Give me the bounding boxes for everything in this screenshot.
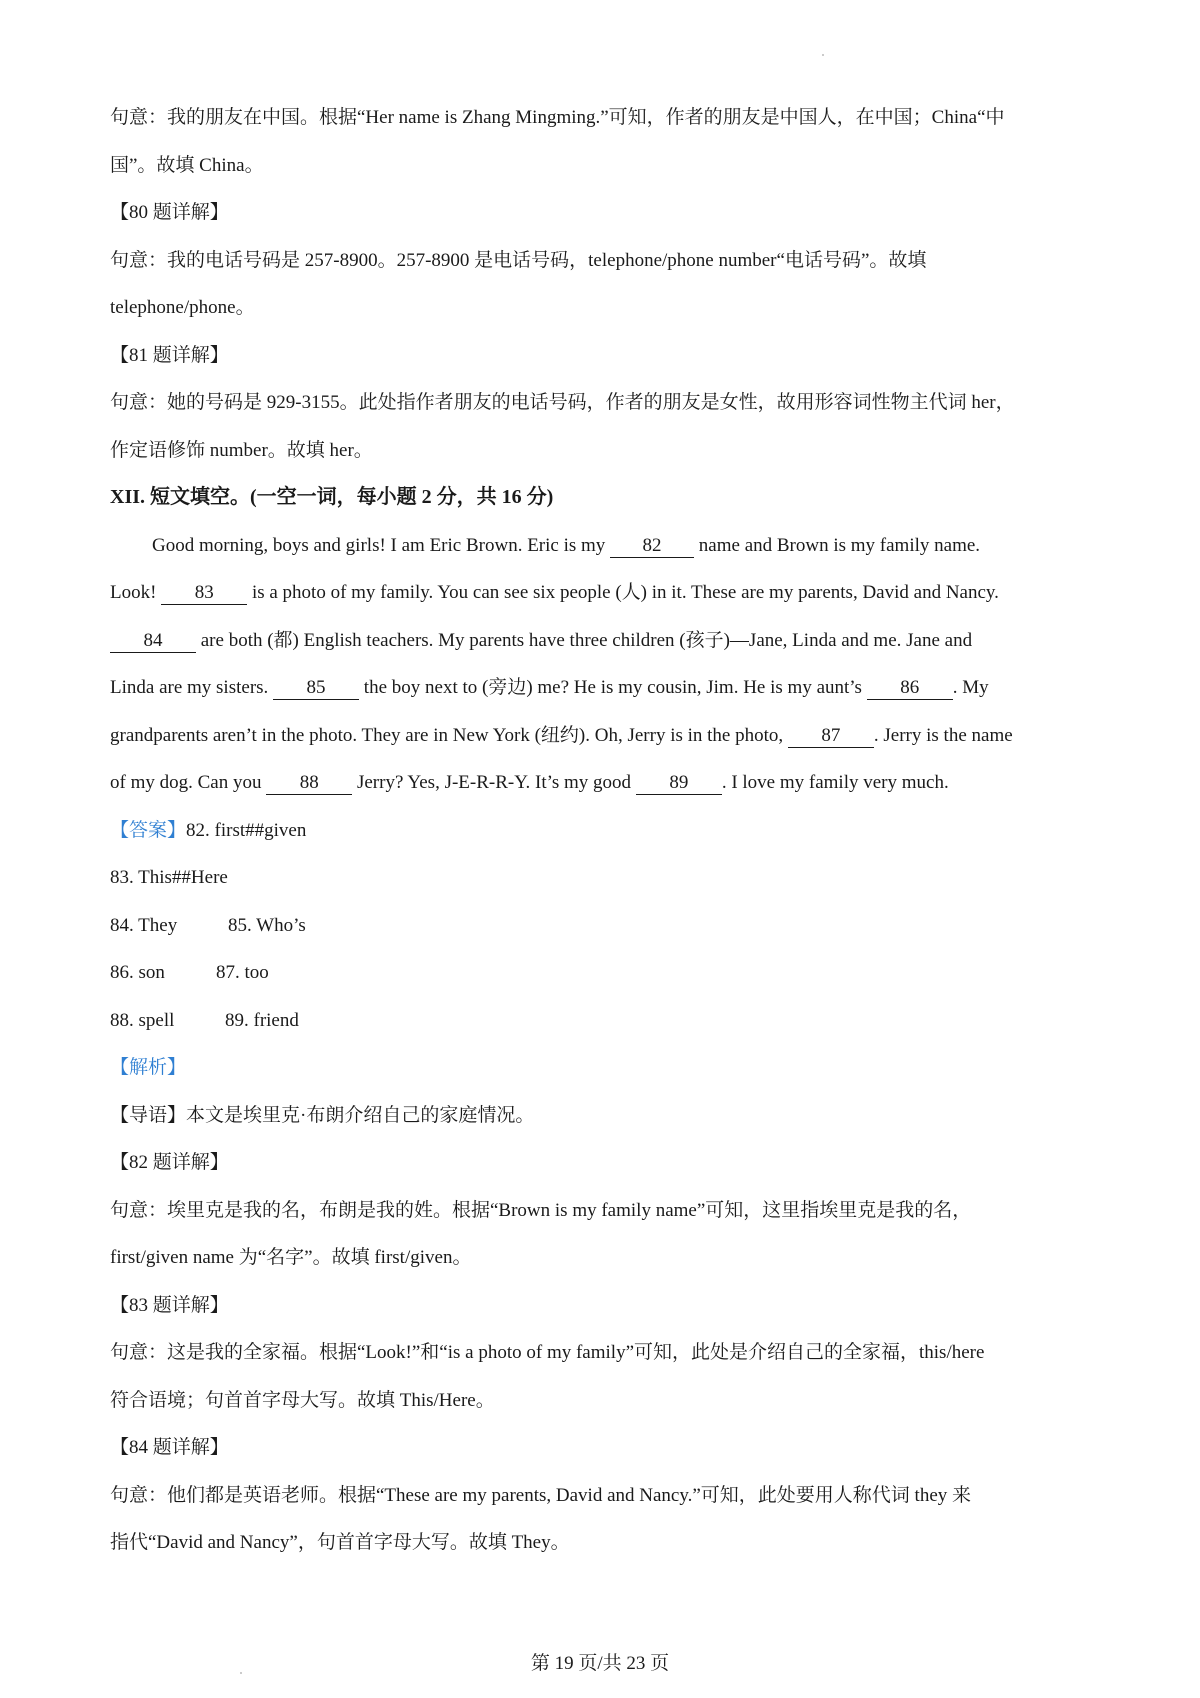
passage-text: Look! (110, 582, 162, 603)
blank-87: 87 (788, 725, 874, 748)
text-line: 句意：这是我的全家福。根据“Look!”和“is a photo of my family”可知，此处是介绍自己的全家福，this/here (110, 1342, 985, 1363)
text-line: 国”。故填 China。 (110, 154, 264, 176)
question-81-heading: 【81 题详解】 (110, 344, 229, 366)
answer-88: 88. spell (110, 1009, 175, 1031)
passage-text: . Jerry is the name (873, 724, 1013, 746)
section-heading: XII. 短文填空。(一空一词，每小题 2 分，共 16 分) (110, 486, 554, 508)
passage-text: Good morning, boys and girls! I am Eric Brown. Eric is my (152, 534, 611, 556)
passage-text: of my dog. Can you (110, 772, 267, 793)
passage-line (110, 712, 1100, 760)
analysis-label: 【解析】 (110, 1057, 187, 1078)
blank-84: 84 (110, 630, 196, 653)
answer-82: 82. first##given (186, 819, 307, 841)
passage-text: grandparents aren’t in the photo. They are in New York (纽约). Oh, Jerry is in the photo, (110, 724, 788, 746)
passage-line (110, 617, 1100, 665)
passage-text: . I love my family very much. (721, 772, 949, 793)
question-82-heading: 【82 题详解】 (110, 1152, 229, 1173)
answer-84: 84. They (110, 914, 178, 936)
passage-line (110, 569, 1100, 617)
passage-text: the boy next to (旁边) me? He is my cousin, Jim. He is my aunt’s (359, 677, 867, 698)
question-84-heading: 【84 题详解】 (110, 1437, 229, 1458)
text-line: 符合语境；句首首字母大写。故填 This/Here。 (110, 1389, 495, 1411)
question-80-heading: 【80 题详解】 (110, 202, 229, 223)
blank-85: 85 (273, 677, 359, 700)
text-line: 作定语修饰 number。故填 her。 (110, 439, 373, 461)
blank-89: 89 (636, 772, 722, 795)
blank-83: 83 (161, 582, 247, 605)
guide-text: 【导语】本文是埃里克·布朗介绍自己的家庭情况。 (110, 1104, 535, 1126)
text-line: first/given name 为“名字”。故填 first/given。 (110, 1247, 472, 1268)
question-83-heading: 【83 题详解】 (110, 1294, 229, 1316)
text-line: 句意：我的朋友在中国。根据“Her name is Zhang Mingming.”可知，作者的朋友是中国人，在中国；China“中 (110, 107, 1005, 128)
text-line: 指代“David and Nancy”，句首首字母大写。故填 They。 (110, 1532, 570, 1553)
text-line: telephone/phone。 (110, 297, 255, 318)
page-number: 第 19 页/共 23 页 (530, 1653, 670, 1674)
answer-line (110, 902, 1100, 950)
passage-line (110, 759, 1100, 807)
answer-86: 86. son (110, 962, 165, 983)
passage-text: Linda are my sisters. (110, 677, 274, 698)
passage-text: . My (952, 677, 989, 698)
blank-86: 86 (867, 677, 953, 700)
answer-85: 85. Who’s (228, 914, 306, 936)
blank-82: 82 (610, 535, 694, 558)
answer-line (110, 949, 1100, 997)
passage-line (110, 664, 1100, 712)
passage-text: name and Brown is my family name. (694, 534, 981, 556)
answer-line (110, 997, 1100, 1045)
passage-text: are both (都) English teachers. My parents have three children (孩子)—Jane, Linda and me. Jane and (196, 629, 973, 651)
passage-text: is a photo of my family. You can see six people (人) in it. These are my parents, David and Nancy. (247, 582, 999, 603)
page-content (110, 94, 1100, 1567)
scan-speck (822, 54, 824, 56)
passage-line (110, 522, 1100, 570)
passage-text: Jerry? Yes, J-E-R-R-Y. It’s my good (352, 772, 636, 793)
answer-89: 89. friend (225, 1009, 299, 1031)
text-line: 句意：埃里克是我的名，布朗是我的姓。根据“Brown is my family name”可知，这里指埃里克是我的名， (110, 1199, 972, 1221)
text-line: 句意：我的电话号码是 257-8900。257-8900 是电话号码，telephone/phone number“电话号码”。故填 (110, 249, 927, 271)
blank-88: 88 (266, 772, 352, 795)
text-line: 句意：她的号码是 929-3155。此处指作者朋友的电话号码，作者的朋友是女性，故用形容词性物主代词 her， (110, 392, 1015, 413)
text-line: 句意：他们都是英语老师。根据“These are my parents, David and Nancy.”可知，此处要用人称代词 they 来 (110, 1484, 972, 1506)
answer-line (110, 807, 1100, 855)
answer-label: 【答案】 (110, 819, 187, 841)
answer-87: 87. too (216, 962, 269, 983)
answer-83: 83. This##Here (110, 867, 228, 888)
